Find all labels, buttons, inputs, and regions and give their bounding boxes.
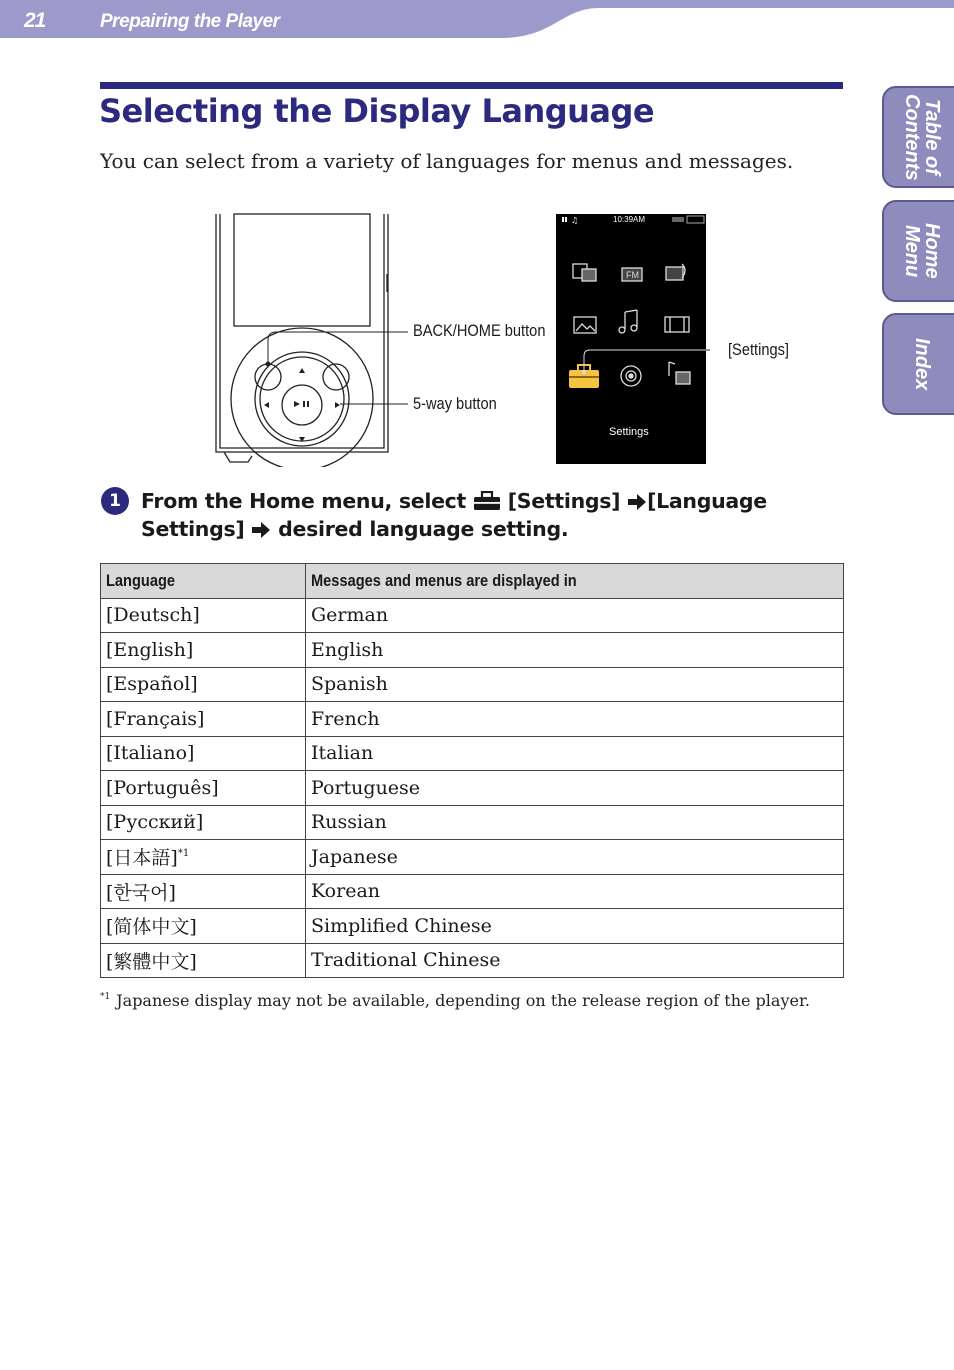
language-cell: [Deutsch] xyxy=(101,598,306,633)
table-row xyxy=(101,771,844,806)
language-cell: [日本語]$^{*1}$ xyxy=(101,840,306,875)
arrow-right-icon xyxy=(251,521,271,539)
display-cell: Spanish xyxy=(306,667,844,702)
tab-label: Index xyxy=(911,337,933,391)
step-text-part: From the Home menu, select xyxy=(141,489,473,513)
column-header-language: Language xyxy=(101,564,306,599)
language-cell: [Italiano] xyxy=(101,736,306,771)
screen-time: 10:39AM xyxy=(613,215,646,224)
step-instruction xyxy=(141,487,846,543)
table-row xyxy=(101,909,844,944)
title-rule xyxy=(100,82,843,89)
display-cell: Korean xyxy=(306,874,844,909)
language-table xyxy=(100,563,844,978)
page-number: 21 xyxy=(24,9,46,32)
section-title: Prepairing the Player xyxy=(100,11,280,32)
step-text-part: desired language setting. xyxy=(271,517,569,541)
arrow-right-icon xyxy=(627,493,647,511)
footnote-mark: *1 xyxy=(177,848,190,860)
display-cell: Portuguese xyxy=(306,771,844,806)
table-row xyxy=(101,702,844,737)
language-cell: [한국어] xyxy=(101,874,306,909)
display-cell: Simplified Chinese xyxy=(306,909,844,944)
table-row xyxy=(101,736,844,771)
callout-settings: [Settings] xyxy=(728,340,789,359)
footnote xyxy=(100,991,810,1010)
toolbox-icon xyxy=(473,491,501,511)
display-cell: German xyxy=(306,598,844,633)
svg-text:♫: ♫ xyxy=(571,216,579,225)
table-row xyxy=(101,633,844,668)
tab-label: Home Menu xyxy=(901,223,943,279)
table-row xyxy=(101,667,844,702)
table-row xyxy=(101,840,844,875)
tab-table-of-contents[interactable] xyxy=(882,86,954,188)
page-title: Selecting the Display Language xyxy=(99,92,655,130)
intro-text: You can select from a variety of languages for menus and messages. xyxy=(100,149,794,173)
footnote-text: Japanese display may not be available, depending on the release region of the player. xyxy=(116,991,810,1010)
language-cell: [Español] xyxy=(101,667,306,702)
language-cell: [Français] xyxy=(101,702,306,737)
footnote-mark: *1 xyxy=(100,992,111,1002)
table-header-row xyxy=(101,564,844,599)
table-row xyxy=(101,598,844,633)
fm-label: FM xyxy=(626,270,639,280)
display-cell: Russian xyxy=(306,805,844,840)
display-cell: Italian xyxy=(306,736,844,771)
tab-home-menu[interactable] xyxy=(882,200,954,302)
display-cell: Traditional Chinese xyxy=(306,943,844,978)
language-cell: [English] xyxy=(101,633,306,668)
step-text-part: [Language Settings] xyxy=(141,489,767,541)
screen-caption: Settings xyxy=(609,426,649,438)
display-cell: French xyxy=(306,702,844,737)
language-cell: [Русский] xyxy=(101,805,306,840)
table-row xyxy=(101,943,844,978)
column-header-display: Messages and menus are displayed in xyxy=(306,564,844,599)
language-cell: [Português] xyxy=(101,771,306,806)
table-row xyxy=(101,805,844,840)
language-cell: [简体中文] xyxy=(101,909,306,944)
tab-label: Table of Contents xyxy=(901,93,943,181)
step-number-badge: 1 xyxy=(101,487,129,515)
language-cell: [繁體中文] xyxy=(101,943,306,978)
display-cell: Japanese xyxy=(306,840,844,875)
tab-index[interactable] xyxy=(882,313,954,415)
display-cell: English xyxy=(306,633,844,668)
callout-back-home: BACK/HOME button xyxy=(413,321,546,340)
player-body xyxy=(216,214,388,467)
table-row xyxy=(101,874,844,909)
callout-five-way: 5-way button xyxy=(413,394,497,413)
step-text-part: [Settings] xyxy=(500,489,628,513)
